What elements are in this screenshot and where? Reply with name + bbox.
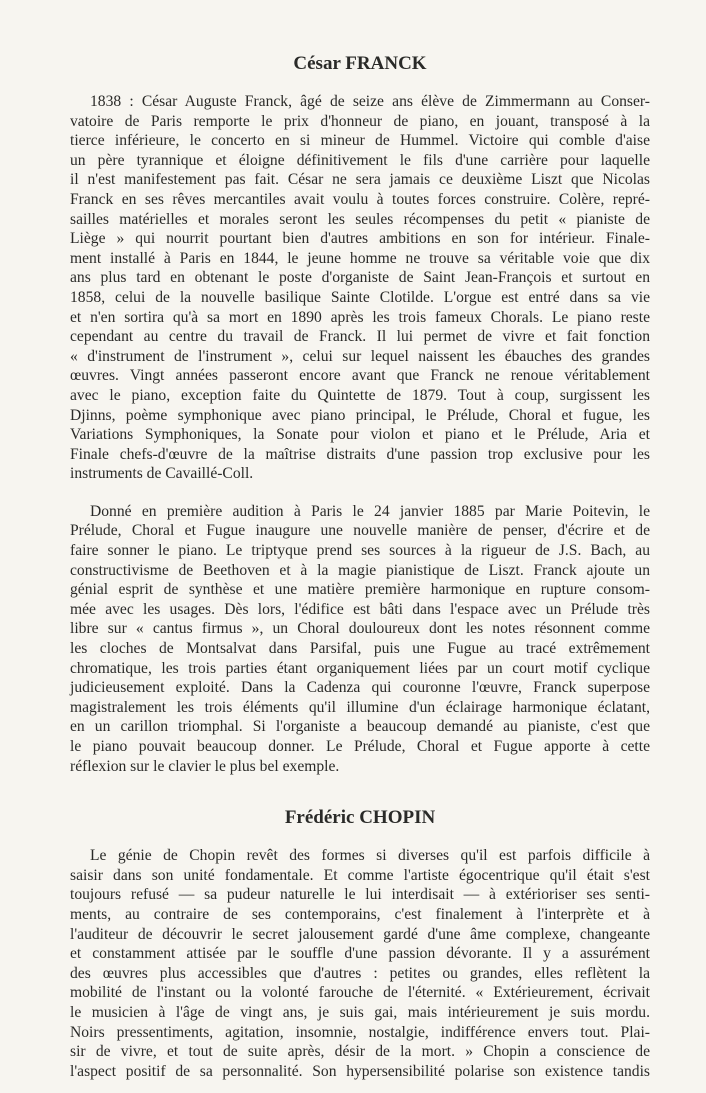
text-line: et constamment attisée par le souffle d'une passion dévorante. Il y a assurément bbox=[70, 945, 650, 963]
text-line: un père tyrannique et éloigne définitivement le fils d'une carrière pour laquelle bbox=[70, 151, 650, 169]
text-line: 1858, celui de la nouvelle basilique Sainte Clotilde. L'orgue est entré dans sa vie bbox=[70, 288, 650, 306]
text-line: œuvres. Vingt années passeront encore avant que Franck ne renoue véritablement bbox=[70, 367, 650, 385]
text-line: Franck en ses rêves mercantiles avait voulu à toutes forces construire. Colère, repré- bbox=[70, 190, 650, 208]
text-line: constructivisme de Beethoven et à la magie pianistique de Liszt. Franck ajoute un bbox=[70, 561, 650, 579]
text-line: 1838 : César Auguste Franck, âgé de seize ans élève de Zimmermann au Conser- bbox=[90, 93, 650, 110]
text-line: chromatique, les trois parties étant organiquement liées par un court motif cyclique bbox=[70, 659, 650, 677]
text-line: le piano pouvait beaucoup donner. Le Prélude, Choral et Fugue apporte à cette bbox=[70, 738, 650, 755]
title-first-name: Frédéric bbox=[284, 807, 355, 829]
text-line: tierce inférieure, le concerto en si mineur de Hummel. Victoire qui comble d'aise bbox=[70, 132, 650, 150]
text-line: vatoire de Paris remporte le prix d'honneur de piano, en jouant, transposé à la bbox=[70, 112, 650, 130]
text-line: ment installé à Paris en 1844, le jeune homme ne trouve sa véritable voie que dix bbox=[70, 249, 650, 267]
text-line: mée avec les usages. Dès lors, l'édifice est bâti dans l'espace avec un Prélude très bbox=[70, 600, 650, 618]
text-line: Donné en première audition à Paris le 24 janvier 1885 par Marie Poitevin, le bbox=[90, 502, 650, 520]
text-line: sailles matérielles et morales seront les seules récompenses du petit « pianiste de bbox=[70, 210, 650, 228]
text-line: les cloches de Montsalvat dans Parsifal, puis une Fugue au tracé extrêmement bbox=[70, 640, 650, 658]
text-line: en un carillon triomphal. Si l'organiste a beaucoup demandé au pianiste, c'est que bbox=[70, 718, 650, 736]
title-last-name: FRANCK bbox=[345, 53, 427, 74]
text-line: cependant au centre du travail de Franck. Il lui permet de vivre et fait fonction bbox=[70, 328, 650, 346]
text-line: libre sur « cantus firmus », un Choral douloureux dont les notes résonnent comme bbox=[70, 620, 650, 638]
text-line: Liège » qui nourrit pourtant bien d'autres ambitions en son for intérieur. Finale- bbox=[70, 230, 650, 248]
text-line: réflexion sur le clavier le plus bel exemple. bbox=[70, 757, 340, 775]
text-line: saisir dans son unité fondamentale. Et comme l'artiste égocentrique qu'il était s'est bbox=[70, 866, 650, 884]
paragraph-gap bbox=[70, 484, 650, 502]
text-line: judicieusement exploité. Dans la Cadenza qui couronne l'œuvre, Franck superpose bbox=[70, 679, 650, 697]
text-line: des œuvres plus accessibles que d'autres : petites ou grandes, elles reflètent la bbox=[70, 964, 650, 982]
text-line: le musicien à l'âge de vingt ans, je suis gai, mais intérieurement je suis mordu. bbox=[70, 1003, 650, 1021]
section-title-franck bbox=[70, 52, 650, 76]
title-first-name: César bbox=[293, 53, 341, 74]
section-title-chopin bbox=[70, 806, 650, 830]
text-line: l'auditeur de découvrir le secret jalousement gardé d'une âme complexe, changeante bbox=[70, 925, 650, 943]
chopin-paragraph-1 bbox=[70, 846, 650, 1081]
text-line: sir de vivre, et tout de suite après, désir de la mort. » Chopin a conscience de bbox=[70, 1043, 650, 1061]
text-line: toujours refusé — sa pudeur naturelle le lui interdisait — à extérioriser ses senti- bbox=[70, 886, 650, 904]
text-line: ments, au contraire de ses contemporains, c'est finalement à l'interprète et à bbox=[70, 905, 650, 923]
page-content bbox=[70, 52, 650, 1081]
text-line: Le génie de Chopin revêt des formes si diverses qu'il est parfois difficile à bbox=[90, 847, 650, 865]
text-line: il n'est manifestement pas fait. César ne sera jamais ce deuxième Liszt que Nicolas bbox=[70, 171, 650, 189]
text-line: magistralement les trois éléments qu'il illumine d'un éclairage harmonique éclatant, bbox=[70, 698, 650, 716]
text-line: Prélude, Choral et Fugue inaugure une nouvelle manière de penser, d'écrire et de bbox=[70, 522, 650, 540]
text-line: l'aspect positif de sa personnalité. Son hypersensibilité polarise son existence tandis bbox=[70, 1062, 650, 1080]
text-line: Noirs pressentiments, agitation, insomnie, nostalgie, indifférence envers tout. Plai- bbox=[70, 1023, 650, 1041]
text-line: mobilité de l'instant ou la volonté farouche de l'éternité. « Extérieurement, écrivait bbox=[70, 984, 650, 1002]
text-line: faire sonner le piano. Le triptyque prend ses sources à la rigueur de J.S. Bach, au bbox=[70, 542, 650, 560]
franck-paragraph-1 bbox=[70, 92, 650, 484]
title-last-name: CHOPIN bbox=[359, 807, 436, 829]
text-line: et n'en sortira qu'à sa mort en 1890 après les trois fameux Chorals. Le piano reste bbox=[70, 308, 650, 326]
text-line: instruments de Cavaillé-Coll. bbox=[70, 465, 254, 483]
text-line: génial esprit de synthèse et une matière première harmonique en rupture consom- bbox=[70, 581, 650, 599]
text-line: Finale chefs-d'œuvre de la maîtrise distraits d'une passion trop exclusive pour les bbox=[70, 445, 650, 463]
text-line: « d'instrument de l'instrument », celui sur lequel naissent les ébauches des grandes bbox=[70, 347, 650, 365]
text-line: avec le piano, exception faite du Quintette de 1879. Tout à coup, surgissent les bbox=[70, 386, 650, 404]
franck-paragraph-2 bbox=[70, 502, 650, 776]
text-line: ans plus tard en obtenant le poste d'organiste de Saint Jean-François et surtout en bbox=[70, 269, 650, 287]
text-line: Djinns, poème symphonique avec piano principal, le Prélude, Choral et fugue, les bbox=[70, 406, 650, 424]
text-line: Variations Symphoniques, la Sonate pour violon et piano et le Prélude, Aria et bbox=[70, 426, 650, 444]
